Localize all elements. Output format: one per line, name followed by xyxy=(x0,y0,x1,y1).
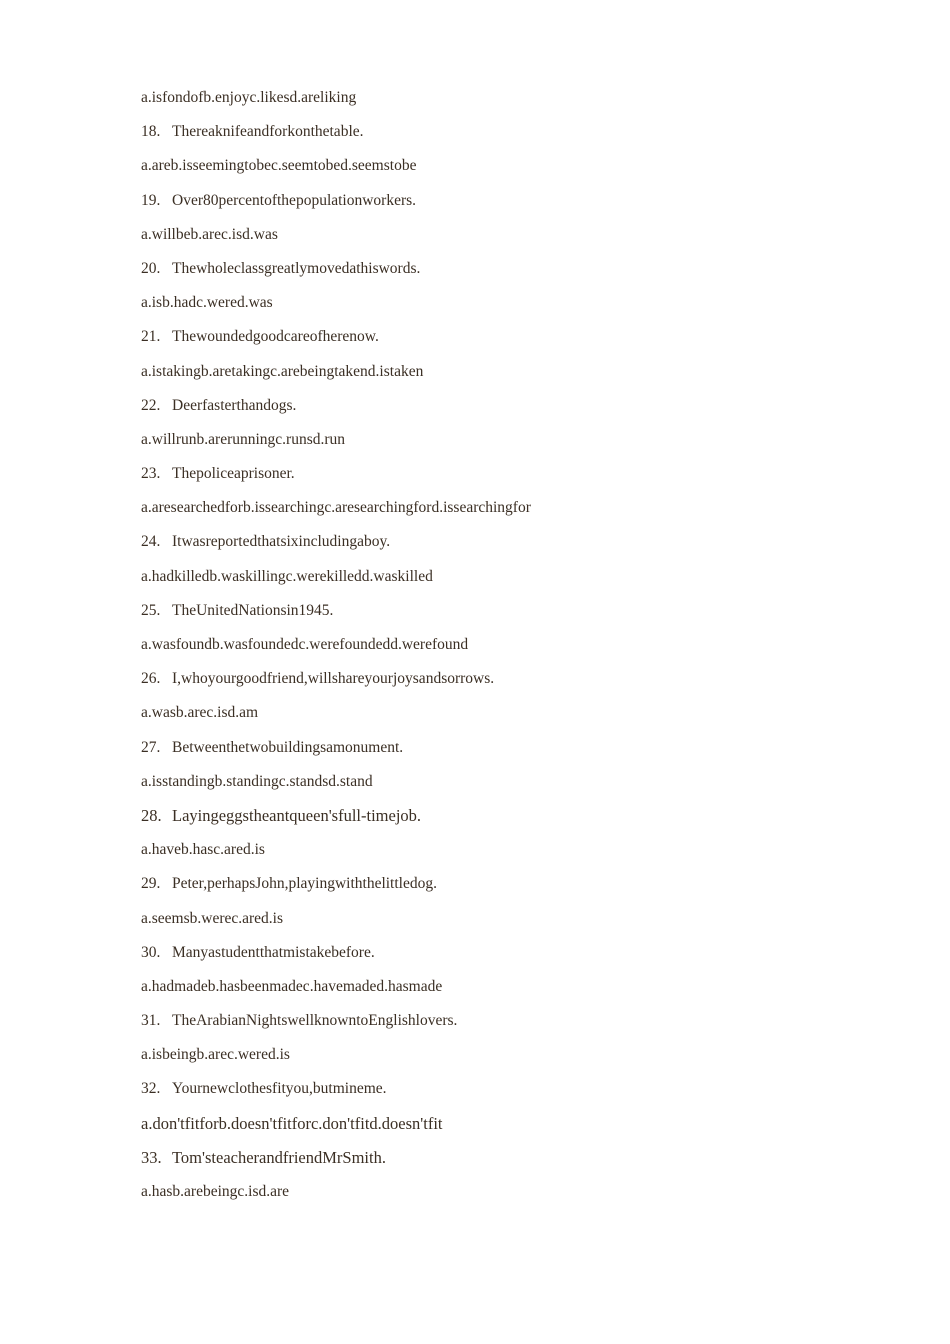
question-text: I,whoyourgoodfriend,willshareyourjoysandsorrows. xyxy=(172,670,495,688)
answer-options xyxy=(141,1182,861,1216)
question-text: Thereaknifeandforkonthetable. xyxy=(172,123,364,141)
question-line xyxy=(141,464,861,498)
answer-options-text: a.wasfoundb.wasfoundedc.werefoundedd.werefound xyxy=(141,636,469,653)
question-line xyxy=(141,122,861,156)
question-text: Betweenthetwobuildingsamonument. xyxy=(172,738,404,756)
answer-options xyxy=(141,88,861,122)
question-line xyxy=(141,191,861,225)
question-number: 28. xyxy=(141,805,162,825)
question-text: TheArabianNightswellknowntoEnglishlovers. xyxy=(172,1012,458,1030)
answer-options-text: a.isb.hadc.wered.was xyxy=(141,294,273,312)
question-text: Manyastudentthatmistakebefore. xyxy=(172,943,375,961)
answer-options xyxy=(141,703,861,737)
question-number: 27. xyxy=(141,738,161,756)
answer-options-text: a.hasb.arebeingc.isd.are xyxy=(141,1183,290,1200)
question-text: TheUnitedNationsin1945. xyxy=(172,601,334,619)
question-number: 26. xyxy=(141,670,161,688)
answer-options-text: a.willbeb.arec.isd.was xyxy=(141,225,278,243)
question-number: 18. xyxy=(141,123,161,141)
answer-options-text: a.seemsb.werec.ared.is xyxy=(141,909,284,927)
question-text: Over80percentofthepopulationworkers. xyxy=(172,191,417,209)
answer-options xyxy=(141,1114,861,1148)
answer-options xyxy=(141,225,861,259)
question-text: Thewoundedgoodcareofherenow. xyxy=(172,328,379,346)
question-number: 21. xyxy=(141,328,161,346)
answer-options xyxy=(141,772,861,806)
question-text: Itwasreportedthatsixincludingaboy. xyxy=(172,533,391,551)
question-line xyxy=(141,806,861,840)
answer-options xyxy=(141,362,861,396)
answer-options-text: a.isfondofb.enjoyc.likesd.areliking xyxy=(141,89,357,106)
question-line xyxy=(141,1079,861,1113)
answer-options-text: a.isbeingb.arec.wered.is xyxy=(141,1046,290,1064)
answer-options xyxy=(141,293,861,327)
question-line xyxy=(141,669,861,703)
question-text: Thepoliceaprisoner. xyxy=(172,465,295,483)
question-line xyxy=(141,874,861,908)
question-line xyxy=(141,396,861,430)
answer-options-text: a.willrunb.arerunningc.runsd.run xyxy=(141,430,346,448)
question-number: 30. xyxy=(141,943,161,961)
document-page xyxy=(141,88,861,1216)
question-text: Thewholeclassgreatlymovedathiswords. xyxy=(172,259,421,277)
question-number: 33. xyxy=(141,1147,162,1167)
answer-options xyxy=(141,909,861,943)
question-number: 32. xyxy=(141,1080,161,1098)
question-text: Deerfasterthandogs. xyxy=(172,396,297,414)
question-text: Tom'steacherandfriendMrSmith. xyxy=(172,1147,386,1167)
question-number: 31. xyxy=(141,1012,161,1030)
question-text: Peter,perhapsJohn,playingwiththelittledog. xyxy=(172,875,437,893)
question-line xyxy=(141,601,861,635)
answer-options xyxy=(141,1045,861,1079)
answer-options-text: a.wasb.arec.isd.am xyxy=(141,704,259,722)
answer-options xyxy=(141,567,861,601)
question-line xyxy=(141,259,861,293)
question-line xyxy=(141,327,861,361)
answer-options xyxy=(141,840,861,874)
answer-options-text: a.isstandingb.standingc.standsd.stand xyxy=(141,772,373,790)
question-number: 24. xyxy=(141,533,161,551)
answer-options-text: a.haveb.hasc.ared.is xyxy=(141,841,265,859)
question-line xyxy=(141,1011,861,1045)
answer-options-text: a.istakingb.aretakingc.arebeingtakend.istaken xyxy=(141,362,424,380)
answer-options xyxy=(141,430,861,464)
question-text: Yournewclothesfityou,butmineme. xyxy=(172,1080,387,1098)
question-number: 29. xyxy=(141,875,161,893)
answer-options-text: a.hadkilledb.waskillingc.werekilledd.waskilled xyxy=(141,567,433,585)
answer-options xyxy=(141,977,861,1011)
answer-options xyxy=(141,156,861,190)
question-number: 23. xyxy=(141,465,161,483)
answer-options xyxy=(141,498,861,532)
answer-options-text: a.aresearchedforb.issearchingc.aresearchingford.issearchingfor xyxy=(141,499,531,517)
question-line xyxy=(141,738,861,772)
question-line xyxy=(141,532,861,566)
answer-options-text: a.areb.isseemingtobec.seemtobed.seemstobe xyxy=(141,157,417,175)
question-text: Layingeggstheantqueen'sfull-timejob. xyxy=(172,805,422,825)
question-number: 19. xyxy=(141,191,161,209)
answer-options-text: a.don'tfitforb.doesn'tfitforc.don'tfitd.doesn'tfit xyxy=(141,1113,443,1133)
question-number: 20. xyxy=(141,259,161,277)
question-number: 22. xyxy=(141,396,161,414)
question-line xyxy=(141,943,861,977)
answer-options-text: a.hadmadeb.hasbeenmadec.havemaded.hasmade xyxy=(141,977,443,995)
question-number: 25. xyxy=(141,601,161,619)
question-line xyxy=(141,1148,861,1182)
answer-options xyxy=(141,635,861,669)
